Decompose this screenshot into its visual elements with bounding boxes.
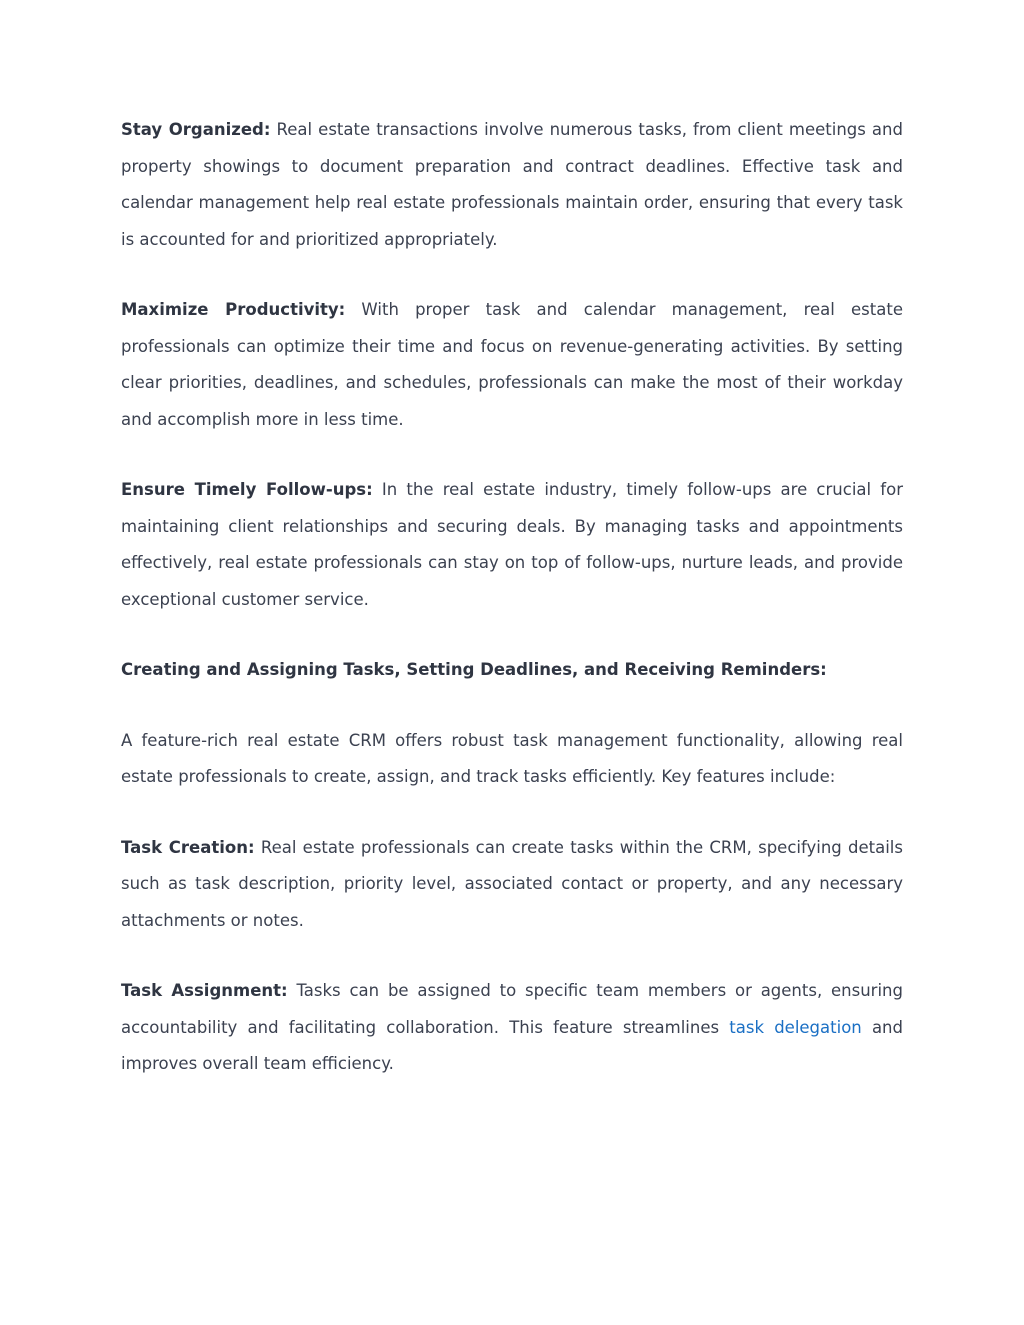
intro-paragraph: A feature-rich real estate CRM offers robust task management functionality, allowing real estate professionals to create, assign, and track tasks efficiently. Key features include: [121, 730, 903, 786]
paragraph-text: Real estate transactions involve numerous tasks, from client meetings and property showings to document preparation and contract deadlines. Effective task and calendar management help real estate professionals maintain order, ensuring that every task is accounted for and prioritized appropriately. [121, 120, 903, 249]
paragraph-text: Tasks can be assigned to specific team members or agents, ensuring accountability and facilitating collaboration. This feature streamlines [121, 981, 903, 1037]
document-page [121, 112, 903, 1117]
paragraph-maximize-productivity [121, 292, 903, 438]
paragraph-text: In the real estate industry, timely follow-ups are crucial for maintaining client relationships and securing deals. By managing tasks and appointments effectively, real estate professionals can stay on top of follow-ups, nurture leads, and provide exceptional customer service. [121, 480, 903, 609]
paragraph-stay-organized [121, 112, 903, 258]
task-delegation-link[interactable]: task delegation [729, 1017, 862, 1037]
section-heading: Creating and Assigning Tasks, Setting Deadlines, and Receiving Reminders: [121, 660, 827, 679]
paragraph-text: With proper task and calendar management, real estate professionals can optimize their time and focus on revenue-generating activities. By setting clear priorities, deadlines, and schedules, professionals can make the most of their workday and accomplish more in less time. [121, 300, 903, 429]
paragraph-task-creation [121, 830, 903, 940]
paragraph-text: and improves overall team efficiency. [121, 1017, 903, 1073]
paragraph-text: Real estate professionals can create tasks within the CRM, specifying details such as task description, priority level, associated contact or property, and any necessary attachments or notes. [121, 837, 903, 930]
paragraph-label: Ensure Timely Follow-ups: [121, 480, 373, 499]
paragraph-label: Stay Organized: [121, 120, 271, 139]
paragraph-label: Task Assignment: [121, 981, 288, 1000]
paragraph-timely-follow-ups [121, 472, 903, 618]
paragraph-task-assignment [121, 973, 903, 1083]
paragraph-label: Maximize Productivity: [121, 300, 346, 319]
paragraph-label: Task Creation: [121, 837, 255, 857]
